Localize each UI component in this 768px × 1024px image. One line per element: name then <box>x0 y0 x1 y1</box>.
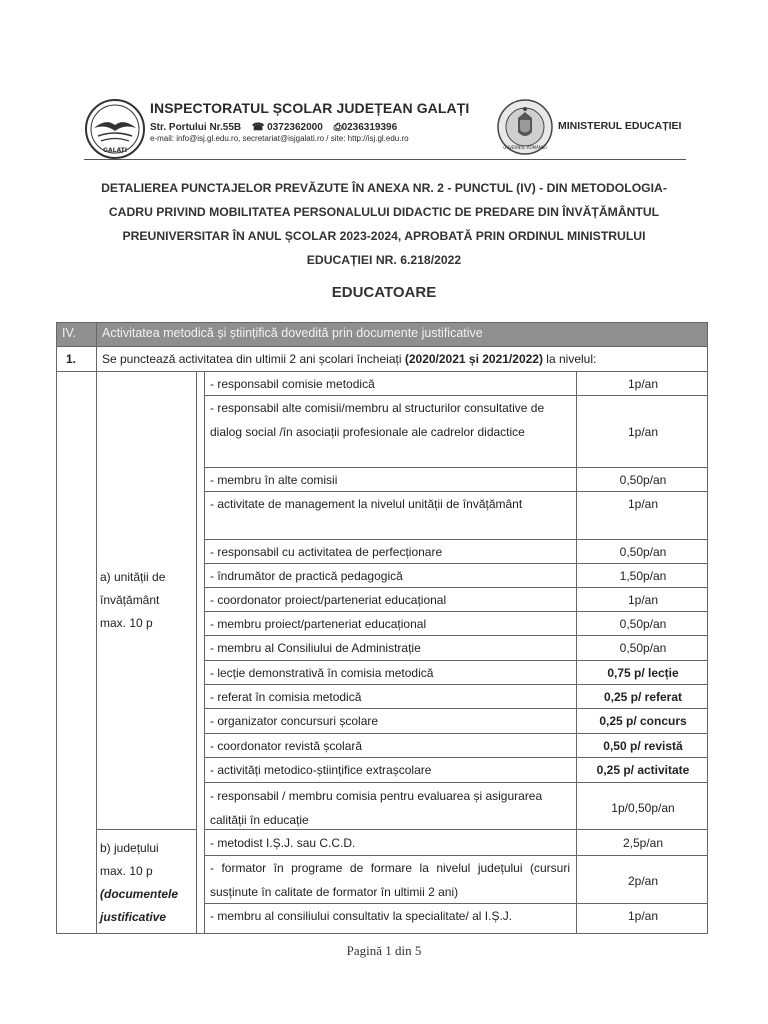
grid-line <box>204 733 708 734</box>
row-number: 1. <box>66 352 77 366</box>
grid-line <box>204 467 708 468</box>
institution-email: e-mail: info@isj.gl.edu.ro, secretariat@isjgalati.ro / site: http://isj.gl.edu.ro <box>150 134 409 143</box>
criterion-desc: - formator în programe de formare la nivelul județului (cursuri susținute în calitate de formator în ultimii 2 ani) <box>210 861 570 899</box>
grid-line <box>204 782 708 783</box>
group-a-line: a) unității de <box>100 570 166 584</box>
criterion-desc: - activități metodico-științifice extrașcolare <box>210 763 432 777</box>
grid-line <box>96 322 97 934</box>
grid-line <box>204 708 708 709</box>
institution-contact <box>150 122 469 133</box>
title-line: DETALIEREA PUNCTAJELOR PREVĂZUTE ÎN ANEXA NR. 2 - PUNCTUL (IV) - DIN METODOLOGIA- <box>101 181 667 195</box>
grid-line <box>707 322 708 934</box>
grid-line <box>204 587 708 588</box>
group-b-line: max. 10 p <box>100 864 153 878</box>
grid-line <box>204 491 708 492</box>
grid-line <box>196 371 197 934</box>
grid-line <box>56 322 708 323</box>
grid-line <box>204 903 708 904</box>
group-b-line: (documentele <box>100 887 179 901</box>
page-number: Pagină 1 din 5 <box>346 943 422 958</box>
grid-line <box>576 371 577 829</box>
criterion-points: 0,75 p/ lecție <box>607 666 679 680</box>
criterion-points: 0,25 p/ activitate <box>596 763 690 777</box>
header-divider <box>84 159 686 160</box>
grid-line <box>204 371 205 829</box>
grid-line <box>56 933 708 934</box>
grid-line <box>204 635 708 636</box>
document-subtitle: EDUCATOARE <box>331 284 437 301</box>
isj-logo-icon <box>84 98 146 160</box>
criterion-desc: - îndrumător de practică pedagogică <box>210 569 403 583</box>
criterion-points: 0,50p/an <box>619 641 667 655</box>
criterion-points: 1p/an <box>627 425 659 439</box>
row-intro <box>102 352 596 366</box>
criterion-points: 1p/an <box>627 593 659 607</box>
grid-line <box>56 322 57 934</box>
criterion-points: 0,50p/an <box>619 473 667 487</box>
institution-fax: ⎙0236319396 <box>333 122 398 133</box>
criterion-desc: - coordonator proiect/parteneriat educațional <box>210 593 447 607</box>
criterion-points: 1p/an <box>627 497 659 511</box>
grid-line <box>204 660 708 661</box>
title-line: EDUCAȚIEI NR. 6.218/2022 <box>306 253 462 267</box>
criterion-desc: - responsabil cu activitatea de perfecționare <box>210 545 443 559</box>
letterhead <box>84 96 686 162</box>
grid-line <box>204 829 708 830</box>
criterion-points: 2p/an <box>627 874 659 888</box>
grid-line <box>204 757 708 758</box>
criterion-points: 0,25 p/ referat <box>603 690 683 704</box>
group-b-line: justificative <box>100 910 167 924</box>
criterion-points: 0,50 p/ revistă <box>603 739 683 753</box>
grid-line <box>204 611 708 612</box>
row-intro-years: (2020/2021 și 2021/2022) <box>404 352 543 366</box>
section-title: Activitatea metodică și științifică dovedită prin documente justificative <box>102 326 483 340</box>
group-a-line: max. 10 p <box>100 616 153 630</box>
group-b-line: b) județului <box>100 841 159 855</box>
criterion-points: 0,50p/an <box>619 617 667 631</box>
title-line: CADRU PRIVIND MOBILITATEA PERSONALULUI DIDACTIC DE PREDARE DIN ÎNVĂȚĂMÂNTUL <box>108 205 660 219</box>
group-a-label <box>96 566 196 635</box>
criterion-desc: - referat în comisia metodică <box>210 690 362 704</box>
row-intro-end: la nivelul: <box>542 352 597 366</box>
criterion-desc: - responsabil alte comisii/membru al structurilor consultative de dialog social /în asociații profesionale ale cadrelor didactice <box>210 401 545 439</box>
scoring-table <box>56 322 708 934</box>
document-title <box>70 176 698 272</box>
section-number: IV. <box>62 326 77 340</box>
criterion-points: 0,50p/an <box>619 545 667 559</box>
group-a-line: învățământ <box>100 593 160 607</box>
institution-name: INSPECTORATUL ȘCOLAR JUDEȚEAN GALAȚI <box>150 100 470 116</box>
row-intro-start: Se punctează activitatea din ultimii 2 ani școlari încheiați <box>102 352 405 366</box>
institution-phone: ☎ 0372362000 <box>251 122 323 133</box>
criterion-points: 0,25 p/ concurs <box>599 714 687 728</box>
institution-address: Str. Portului Nr.55B <box>150 122 242 133</box>
criterion-desc: - responsabil / membru comisia pentru evaluarea și asigurarea calității în educație <box>210 789 543 827</box>
grid-line <box>204 539 708 540</box>
grid-line <box>204 563 708 564</box>
grid-line <box>56 346 708 347</box>
grid-line <box>576 829 577 934</box>
criterion-desc: - membru în alte comisii <box>210 473 338 487</box>
criterion-points: 1p/0,50p/an <box>611 801 675 815</box>
grid-line <box>96 829 197 830</box>
criterion-desc: - responsabil comisie metodică <box>210 377 375 391</box>
grid-line <box>204 829 205 934</box>
grid-line <box>204 395 708 396</box>
ministry-seal-icon <box>496 98 554 156</box>
criterion-desc: - membru proiect/parteneriat educațional <box>210 617 427 631</box>
criterion-points: 1p/an <box>627 377 659 391</box>
grid-line <box>204 684 708 685</box>
grid-line <box>56 371 708 372</box>
ministry-name: MINISTERUL EDUCAȚIEI <box>558 120 682 132</box>
criterion-points: 1p/an <box>627 909 659 923</box>
criterion-desc: - coordonator revistă școlară <box>210 739 363 753</box>
criterion-desc: - metodist I.Ș.J. sau C.C.D. <box>210 836 356 850</box>
criterion-desc: - organizator concursuri școlare <box>210 714 379 728</box>
criterion-points: 1,50p/an <box>619 569 667 583</box>
criterion-desc: - lecție demonstrativă în comisia metodică <box>210 666 434 680</box>
title-line: PREUNIVERSITAR ÎN ANUL ȘCOLAR 2023-2024, APROBATĂ PRIN ORDINUL MINISTRULUI <box>122 229 646 243</box>
grid-line <box>204 855 708 856</box>
criterion-desc: - activitate de management la nivelul unității de învățământ <box>210 497 523 511</box>
isj-logo-text: GALAȚI <box>103 147 127 154</box>
group-b-label <box>96 837 196 929</box>
ministry-seal-text: GUVERNUL ROMÂNIEI <box>503 145 547 150</box>
criterion-desc: - membru al Consiliului de Administrație <box>210 641 421 655</box>
criterion-points: 2,5p/an <box>622 836 664 850</box>
criterion-desc: - membru al consiliului consultativ la specialitate/ al I.Ș.J. <box>210 909 513 923</box>
